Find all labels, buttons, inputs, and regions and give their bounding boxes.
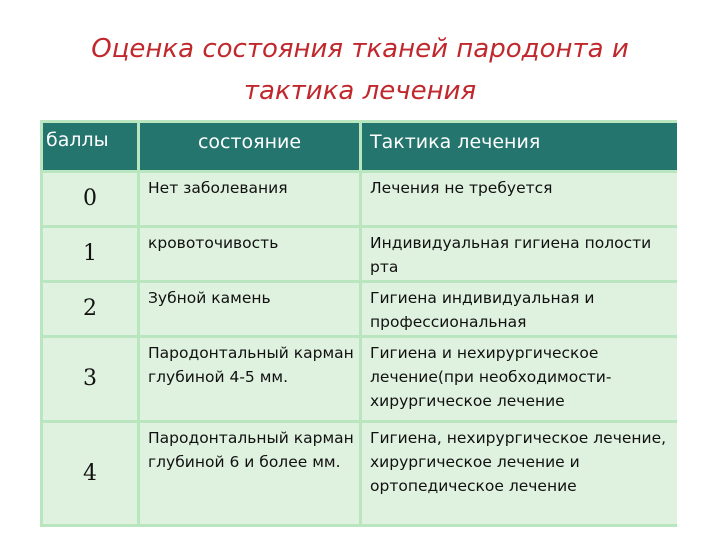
treatment-table [40,120,677,527]
table-row [43,423,677,524]
tactic-cell: Гигиена, нехирургическое лечение, хирургическое лечение и ортопедическое лечение [362,423,677,524]
state-cell: кровоточивость [140,228,359,280]
score-cell: 4 [43,423,137,524]
state-cell: Нет заболевания [140,173,359,225]
header-state: состояние [140,123,359,170]
table-row [43,173,677,225]
tactic-cell: Гигиена и нехирургическое лечение(при необходимости- хирургическое лечение [362,338,677,420]
state-cell: Пародонтальный карман глубиной 6 и более мм. [140,423,359,524]
score-cell: 0 [43,173,137,225]
state-cell: Зубной камень [140,283,359,335]
score-cell: 1 [43,228,137,280]
state-cell: Пародонтальный карман глубиной 4-5 мм. [140,338,359,420]
header-tactic: Тактика лечения [362,123,677,170]
table-header-row [43,123,677,170]
tactic-cell: Лечения не требуется [362,173,677,225]
slide-title [0,28,720,112]
tactic-cell: Гигиена индивидуальная и профессиональная [362,283,677,335]
score-cell: 2 [43,283,137,335]
table-row [43,228,677,280]
tactic-cell: Индивидуальная гигиена полости рта [362,228,677,280]
title-line-1: Оценка состояния тканей пародонта и [91,34,629,64]
table-row [43,338,677,420]
table-row [43,283,677,335]
header-score: баллы [43,123,137,170]
score-cell: 3 [43,338,137,420]
title-line-2: тактика лечения [243,76,477,106]
